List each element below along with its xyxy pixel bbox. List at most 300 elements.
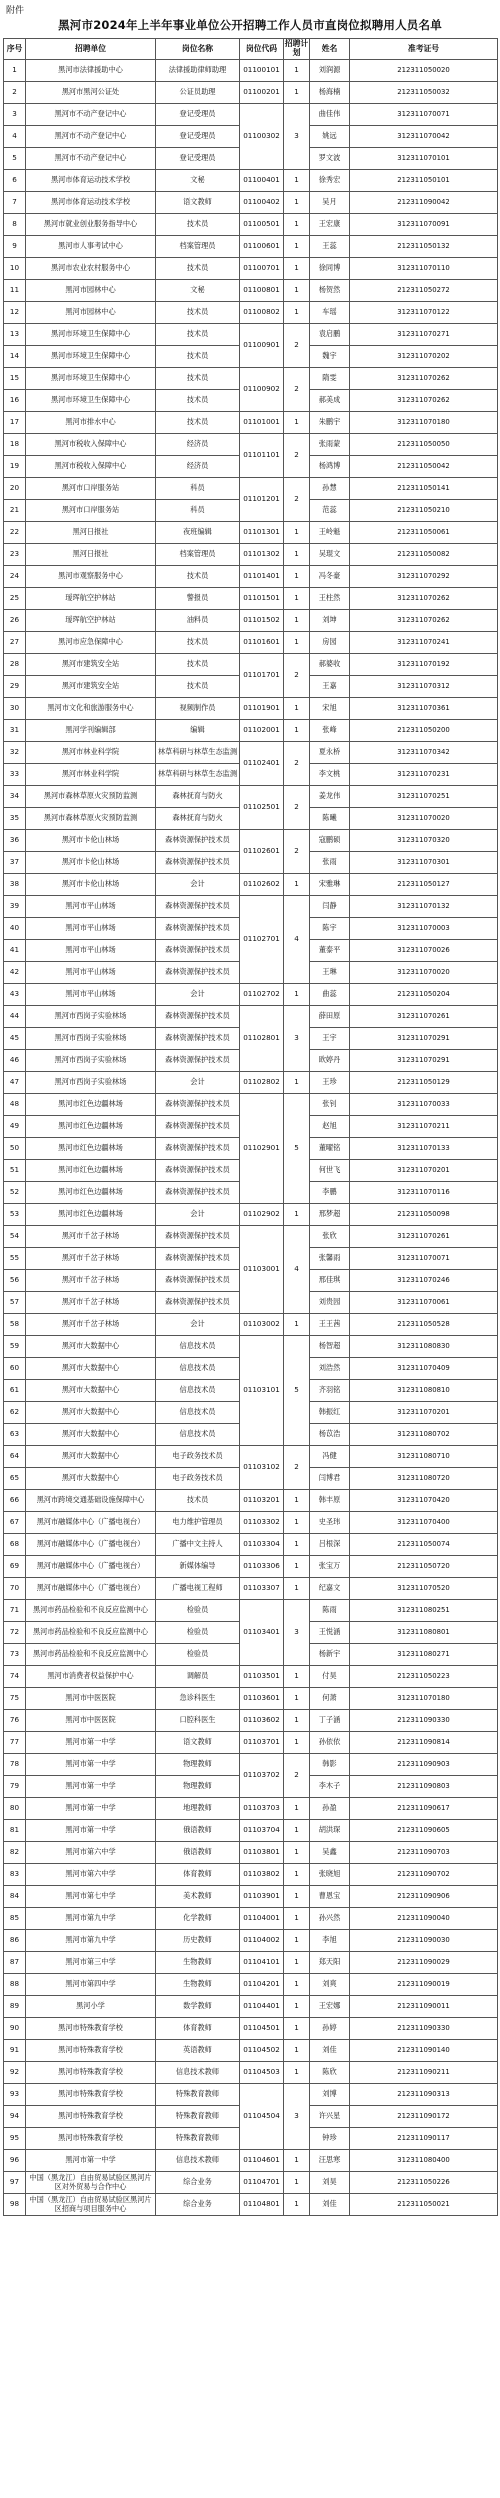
row-code: 01104101 xyxy=(240,1952,284,1974)
table-row xyxy=(4,874,498,896)
row-name: 韩丰原 xyxy=(310,1490,350,1512)
row-index: 34 xyxy=(4,786,26,808)
row-position: 特殊教育教师 xyxy=(156,2106,240,2128)
table-row xyxy=(4,302,498,324)
table-row xyxy=(4,2194,498,2216)
table-row xyxy=(4,984,498,1006)
row-code: 01100302 xyxy=(240,104,284,170)
row-name: 冯冬豪 xyxy=(310,566,350,588)
row-index: 89 xyxy=(4,1996,26,2018)
row-unit: 黑河市不动产登记中心 xyxy=(26,126,156,148)
row-exam-number: 212311090029 xyxy=(350,1952,498,1974)
row-plan: 2 xyxy=(284,434,310,478)
table-row xyxy=(4,1578,498,1600)
row-position: 森林资源保护技术员 xyxy=(156,1160,240,1182)
table-row xyxy=(4,544,498,566)
row-position: 口腔科医生 xyxy=(156,1710,240,1732)
row-index: 39 xyxy=(4,896,26,918)
row-unit: 黑河市消费者权益保护中心 xyxy=(26,1666,156,1688)
row-name: 郝婆收 xyxy=(310,654,350,676)
row-code: 01102702 xyxy=(240,984,284,1006)
row-plan: 2 xyxy=(284,1446,310,1490)
row-position: 电力维护管理员 xyxy=(156,1512,240,1534)
row-exam-number: 212311090172 xyxy=(350,2106,498,2128)
row-index: 64 xyxy=(4,1446,26,1468)
row-name: 刘贵园 xyxy=(310,1292,350,1314)
row-plan: 2 xyxy=(284,368,310,412)
row-unit: 黑河市人事考试中心 xyxy=(26,236,156,258)
row-index: 71 xyxy=(4,1600,26,1622)
row-unit: 黑河市卡伦山林场 xyxy=(26,852,156,874)
row-unit: 黑河市平山林场 xyxy=(26,918,156,940)
row-name: 张馨雨 xyxy=(310,1248,350,1270)
table-body xyxy=(4,60,498,2216)
row-position: 会计 xyxy=(156,1204,240,1226)
row-name: 何萧 xyxy=(310,1688,350,1710)
table-row xyxy=(4,1952,498,1974)
row-plan: 2 xyxy=(284,654,310,698)
row-position: 美术教师 xyxy=(156,1886,240,1908)
row-position: 经济员 xyxy=(156,434,240,456)
row-name: 王宏娜 xyxy=(310,1996,350,2018)
row-index: 43 xyxy=(4,984,26,1006)
row-name: 袁启鹏 xyxy=(310,324,350,346)
row-position: 森林资源保护技术员 xyxy=(156,1270,240,1292)
row-plan: 1 xyxy=(284,1798,310,1820)
row-unit: 黑河市建筑安全站 xyxy=(26,676,156,698)
row-code: 01104001 xyxy=(240,1908,284,1930)
row-name: 王柱然 xyxy=(310,588,350,610)
row-unit: 黑河市特殊教育学校 xyxy=(26,2040,156,2062)
row-plan: 3 xyxy=(284,104,310,170)
row-position: 视频制作员 xyxy=(156,698,240,720)
row-index: 47 xyxy=(4,1072,26,1094)
row-code: 01101201 xyxy=(240,478,284,522)
row-position: 检验员 xyxy=(156,1600,240,1622)
row-code: 01103703 xyxy=(240,1798,284,1820)
table-row xyxy=(4,2040,498,2062)
row-exam-number: 212311050141 xyxy=(350,478,498,500)
row-code: 01101101 xyxy=(240,434,284,478)
row-code: 01101701 xyxy=(240,654,284,698)
row-exam-number: 312311070091 xyxy=(350,214,498,236)
row-position: 综合业务 xyxy=(156,2172,240,2194)
row-position: 综合业务 xyxy=(156,2194,240,2216)
row-index: 74 xyxy=(4,1666,26,1688)
row-index: 42 xyxy=(4,962,26,984)
row-plan: 1 xyxy=(284,1666,310,1688)
row-position: 森林资源保护技术员 xyxy=(156,896,240,918)
row-name: 刘佳 xyxy=(310,2194,350,2216)
row-exam-number: 312311070020 xyxy=(350,808,498,830)
row-index: 12 xyxy=(4,302,26,324)
row-exam-number: 312311070231 xyxy=(350,764,498,786)
table-row xyxy=(4,214,498,236)
row-code: 01102601 xyxy=(240,830,284,874)
row-position: 英语教师 xyxy=(156,2040,240,2062)
row-exam-number: 212311050074 xyxy=(350,1534,498,1556)
row-code: 01102801 xyxy=(240,1006,284,1072)
row-plan: 1 xyxy=(284,1534,310,1556)
row-name: 刘浩然 xyxy=(310,1358,350,1380)
row-plan: 3 xyxy=(284,2084,310,2150)
row-unit: 黑河市环境卫生保障中心 xyxy=(26,346,156,368)
row-exam-number: 312311070400 xyxy=(350,1512,498,1534)
row-name: 李木子 xyxy=(310,1776,350,1798)
row-name: 杨智超 xyxy=(310,1336,350,1358)
row-unit: 黑河市中医医院 xyxy=(26,1688,156,1710)
row-unit: 黑河市口岸服务站 xyxy=(26,500,156,522)
row-plan: 1 xyxy=(284,874,310,896)
row-index: 35 xyxy=(4,808,26,830)
row-code: 01103801 xyxy=(240,1842,284,1864)
row-unit: 黑河市千岔子林场 xyxy=(26,1248,156,1270)
row-index: 87 xyxy=(4,1952,26,1974)
row-exam-number: 212311050223 xyxy=(350,1666,498,1688)
row-name: 李旭 xyxy=(310,1930,350,1952)
row-position: 电子政务技术员 xyxy=(156,1468,240,1490)
row-position: 急诊科医生 xyxy=(156,1688,240,1710)
row-position: 夜班编辑 xyxy=(156,522,240,544)
row-plan: 1 xyxy=(284,1974,310,1996)
row-index: 88 xyxy=(4,1974,26,1996)
row-position: 信息技术员 xyxy=(156,1358,240,1380)
row-position: 森林资源保护技术员 xyxy=(156,1050,240,1072)
row-position: 技术员 xyxy=(156,258,240,280)
row-exam-number: 312311070003 xyxy=(350,918,498,940)
table-row xyxy=(4,2084,498,2106)
row-code: 01101901 xyxy=(240,698,284,720)
row-position: 广播中文主持人 xyxy=(156,1534,240,1556)
row-index: 76 xyxy=(4,1710,26,1732)
row-plan: 1 xyxy=(284,302,310,324)
row-unit: 黑河市西岗子实验林场 xyxy=(26,1006,156,1028)
row-code: 01100501 xyxy=(240,214,284,236)
row-index: 63 xyxy=(4,1424,26,1446)
row-index: 24 xyxy=(4,566,26,588)
row-exam-number: 212311090040 xyxy=(350,1908,498,1930)
row-name: 张钊 xyxy=(310,1094,350,1116)
row-index: 73 xyxy=(4,1644,26,1666)
row-unit: 黑河市平山林场 xyxy=(26,984,156,1006)
table-row xyxy=(4,830,498,852)
table-row xyxy=(4,1974,498,1996)
row-code: 01100901 xyxy=(240,324,284,368)
row-code: 01103501 xyxy=(240,1666,284,1688)
row-index: 41 xyxy=(4,940,26,962)
row-exam-number: 312311070110 xyxy=(350,258,498,280)
row-plan: 1 xyxy=(284,2194,310,2216)
row-code: 01103802 xyxy=(240,1864,284,1886)
row-name: 薛田原 xyxy=(310,1006,350,1028)
row-name: 杨贺然 xyxy=(310,280,350,302)
row-unit: 黑河市红色边疆林场 xyxy=(26,1160,156,1182)
row-code: 01102901 xyxy=(240,1094,284,1204)
row-name: 闫博君 xyxy=(310,1468,350,1490)
table-row xyxy=(4,60,498,82)
row-index: 66 xyxy=(4,1490,26,1512)
row-index: 22 xyxy=(4,522,26,544)
table-row xyxy=(4,478,498,500)
row-plan: 1 xyxy=(284,984,310,1006)
row-plan: 2 xyxy=(284,742,310,786)
row-exam-number: 212311050528 xyxy=(350,1314,498,1336)
row-index: 10 xyxy=(4,258,26,280)
row-position: 语文教师 xyxy=(156,192,240,214)
row-name: 李鹏 xyxy=(310,1182,350,1204)
table-row xyxy=(4,1820,498,1842)
row-exam-number: 212311050720 xyxy=(350,1556,498,1578)
row-exam-number: 212311090019 xyxy=(350,1974,498,1996)
row-exam-number: 312311070101 xyxy=(350,148,498,170)
row-position: 广播电视工程师 xyxy=(156,1578,240,1600)
row-name: 朱鹏宇 xyxy=(310,412,350,434)
row-index: 96 xyxy=(4,2150,26,2172)
row-unit: 黑河市林业科学院 xyxy=(26,764,156,786)
header-position: 岗位名称 xyxy=(156,39,240,60)
row-position: 调解员 xyxy=(156,1666,240,1688)
row-position: 油料员 xyxy=(156,610,240,632)
row-unit: 黑河市不动产登记中心 xyxy=(26,148,156,170)
row-code: 01104701 xyxy=(240,2172,284,2194)
row-plan: 1 xyxy=(284,720,310,742)
table-row xyxy=(4,2062,498,2084)
table-row xyxy=(4,1314,498,1336)
table-row xyxy=(4,786,498,808)
row-index: 94 xyxy=(4,2106,26,2128)
row-code: 01102501 xyxy=(240,786,284,830)
row-plan: 1 xyxy=(284,522,310,544)
row-index: 28 xyxy=(4,654,26,676)
row-position: 森林资源保护技术员 xyxy=(156,918,240,940)
row-position: 森林抚育与防火 xyxy=(156,808,240,830)
row-position: 森林资源保护技术员 xyxy=(156,852,240,874)
row-exam-number: 312311070291 xyxy=(350,1028,498,1050)
row-index: 14 xyxy=(4,346,26,368)
row-code: 01102602 xyxy=(240,874,284,896)
row-exam-number: 212311050200 xyxy=(350,720,498,742)
row-index: 97 xyxy=(4,2172,26,2194)
row-exam-number: 312311070291 xyxy=(350,1050,498,1072)
row-position: 森林资源保护技术员 xyxy=(156,962,240,984)
row-position: 语文教师 xyxy=(156,1732,240,1754)
table-row xyxy=(4,324,498,346)
row-unit: 黑河市融媒体中心（广播电视台） xyxy=(26,1578,156,1600)
row-unit: 黑河市红色边疆林场 xyxy=(26,1094,156,1116)
row-unit: 黑河市大数据中心 xyxy=(26,1358,156,1380)
row-name: 姚远 xyxy=(310,126,350,148)
row-name: 宋雅琳 xyxy=(310,874,350,896)
row-index: 69 xyxy=(4,1556,26,1578)
row-exam-number: 312311070292 xyxy=(350,566,498,588)
row-position: 林草科研与林草生态监测 xyxy=(156,764,240,786)
row-plan: 1 xyxy=(284,1578,310,1600)
row-index: 82 xyxy=(4,1842,26,1864)
row-plan: 1 xyxy=(284,1864,310,1886)
row-unit: 黑河市红色边疆林场 xyxy=(26,1182,156,1204)
row-name: 刘昊 xyxy=(310,2172,350,2194)
row-position: 技术员 xyxy=(156,324,240,346)
page-title: 黑河市2024年上半年事业单位公开招聘工作人员市直岗位拟聘用人员名单 xyxy=(58,18,442,32)
row-position: 森林资源保护技术员 xyxy=(156,1292,240,1314)
row-position: 技术员 xyxy=(156,390,240,412)
row-code: 01102701 xyxy=(240,896,284,984)
row-unit: 黑河市文化和旅游服务中心 xyxy=(26,698,156,720)
row-name: 杨新宇 xyxy=(310,1644,350,1666)
row-code: 01102802 xyxy=(240,1072,284,1094)
row-unit: 黑河市黑河公证处 xyxy=(26,82,156,104)
row-code: 01104801 xyxy=(240,2194,284,2216)
row-index: 5 xyxy=(4,148,26,170)
row-index: 36 xyxy=(4,830,26,852)
row-code: 01103102 xyxy=(240,1446,284,1490)
table-row xyxy=(4,1908,498,1930)
row-plan: 1 xyxy=(284,1710,310,1732)
row-position: 新媒体编导 xyxy=(156,1556,240,1578)
row-plan: 2 xyxy=(284,324,310,368)
row-unit: 黑河市平山林场 xyxy=(26,896,156,918)
row-unit: 黑河市卡伦山林场 xyxy=(26,830,156,852)
row-position: 电子政务技术员 xyxy=(156,1446,240,1468)
table-row xyxy=(4,1842,498,1864)
table-row xyxy=(4,1754,498,1776)
row-plan: 1 xyxy=(284,544,310,566)
row-name: 罗文波 xyxy=(310,148,350,170)
row-index: 30 xyxy=(4,698,26,720)
row-unit: 黑河小学 xyxy=(26,1996,156,2018)
row-name: 冯健 xyxy=(310,1446,350,1468)
row-name: 汪思寒 xyxy=(310,2150,350,2172)
table-row xyxy=(4,280,498,302)
row-exam-number: 312311080801 xyxy=(350,1622,498,1644)
row-plan: 1 xyxy=(284,192,310,214)
row-code: 01101501 xyxy=(240,588,284,610)
row-unit: 黑河市环境卫生保障中心 xyxy=(26,324,156,346)
row-index: 25 xyxy=(4,588,26,610)
row-exam-number: 312311070251 xyxy=(350,786,498,808)
row-position: 林草科研与林草生态监测 xyxy=(156,742,240,764)
row-exam-number: 212311090117 xyxy=(350,2128,498,2150)
table-row xyxy=(4,1072,498,1094)
row-unit: 黑河市第一中学 xyxy=(26,1798,156,1820)
row-name: 王宏康 xyxy=(310,214,350,236)
row-unit: 黑河日报社 xyxy=(26,522,156,544)
row-unit: 中国（黑龙江）自由贸易试验区黑河片区对外贸易与合作中心 xyxy=(26,2172,156,2194)
row-unit: 黑河市特殊教育学校 xyxy=(26,2062,156,2084)
row-code: 01103101 xyxy=(240,1336,284,1446)
row-name: 刘爽 xyxy=(310,1974,350,1996)
row-exam-number: 212311050020 xyxy=(350,60,498,82)
row-name: 陈雨 xyxy=(310,1600,350,1622)
row-index: 31 xyxy=(4,720,26,742)
row-unit: 黑河市卡伦山林场 xyxy=(26,874,156,896)
row-exam-number: 312311070246 xyxy=(350,1270,498,1292)
row-name: 王珍 xyxy=(310,1072,350,1094)
row-exam-number: 312311070342 xyxy=(350,742,498,764)
row-index: 67 xyxy=(4,1512,26,1534)
row-code: 01103201 xyxy=(240,1490,284,1512)
row-unit: 黑河市药品检验和不良反应监测中心 xyxy=(26,1600,156,1622)
row-exam-number: 212311050042 xyxy=(350,456,498,478)
row-index: 1 xyxy=(4,60,26,82)
table-row xyxy=(4,1336,498,1358)
row-exam-number: 212311090702 xyxy=(350,1864,498,1886)
row-index: 16 xyxy=(4,390,26,412)
row-index: 26 xyxy=(4,610,26,632)
row-unit: 黑河市红色边疆林场 xyxy=(26,1138,156,1160)
row-plan: 1 xyxy=(284,1820,310,1842)
row-index: 3 xyxy=(4,104,26,126)
row-exam-number: 312311070132 xyxy=(350,896,498,918)
row-index: 78 xyxy=(4,1754,26,1776)
row-plan: 1 xyxy=(284,1952,310,1974)
row-unit: 黑河市千岔子林场 xyxy=(26,1292,156,1314)
row-exam-number: 212311050061 xyxy=(350,522,498,544)
row-index: 77 xyxy=(4,1732,26,1754)
row-name: 杨海楠 xyxy=(310,82,350,104)
row-exam-number: 212311090330 xyxy=(350,1710,498,1732)
row-plan: 1 xyxy=(284,1490,310,1512)
row-unit: 瑷珲航空护林站 xyxy=(26,610,156,632)
table-row xyxy=(4,610,498,632)
row-position: 档案管理员 xyxy=(156,544,240,566)
row-position: 信息技术员 xyxy=(156,1402,240,1424)
row-plan: 1 xyxy=(284,258,310,280)
row-index: 32 xyxy=(4,742,26,764)
row-index: 23 xyxy=(4,544,26,566)
row-position: 生物教师 xyxy=(156,1974,240,1996)
row-unit: 黑河市排水中心 xyxy=(26,412,156,434)
table-row xyxy=(4,2172,498,2194)
row-exam-number: 212311050132 xyxy=(350,236,498,258)
row-index: 95 xyxy=(4,2128,26,2150)
row-plan: 1 xyxy=(284,2040,310,2062)
row-name: 钟珍 xyxy=(310,2128,350,2150)
row-unit: 黑河市千岔子林场 xyxy=(26,1226,156,1248)
table-header-row xyxy=(4,39,498,60)
row-plan: 1 xyxy=(284,2150,310,2172)
row-position: 信息技术员 xyxy=(156,1424,240,1446)
table-row xyxy=(4,1600,498,1622)
row-unit: 黑河市千岔子林场 xyxy=(26,1270,156,1292)
row-unit: 黑河市观察服务中心 xyxy=(26,566,156,588)
row-name: 刘佳 xyxy=(310,2040,350,2062)
row-exam-number: 312311070133 xyxy=(350,1138,498,1160)
row-exam-number: 312311070061 xyxy=(350,1292,498,1314)
row-exam-number: 312311070201 xyxy=(350,1160,498,1182)
row-index: 72 xyxy=(4,1622,26,1644)
row-name: 曲佳伟 xyxy=(310,104,350,126)
row-exam-number: 312311070026 xyxy=(350,940,498,962)
row-unit: 黑河市西岗子实验林场 xyxy=(26,1050,156,1072)
row-exam-number: 212311050204 xyxy=(350,984,498,1006)
row-index: 18 xyxy=(4,434,26,456)
row-position: 会计 xyxy=(156,984,240,1006)
row-plan: 1 xyxy=(284,2172,310,2194)
row-index: 68 xyxy=(4,1534,26,1556)
row-unit: 黑河市大数据中心 xyxy=(26,1336,156,1358)
row-unit: 黑河市千岔子林场 xyxy=(26,1314,156,1336)
row-plan: 1 xyxy=(284,610,310,632)
row-plan: 2 xyxy=(284,830,310,874)
row-exam-number: 312311070071 xyxy=(350,1248,498,1270)
row-position: 物理教师 xyxy=(156,1754,240,1776)
row-name: 张雨蒙 xyxy=(310,434,350,456)
row-name: 张峰 xyxy=(310,720,350,742)
row-code: 01104002 xyxy=(240,1930,284,1952)
row-index: 84 xyxy=(4,1886,26,1908)
row-index: 29 xyxy=(4,676,26,698)
